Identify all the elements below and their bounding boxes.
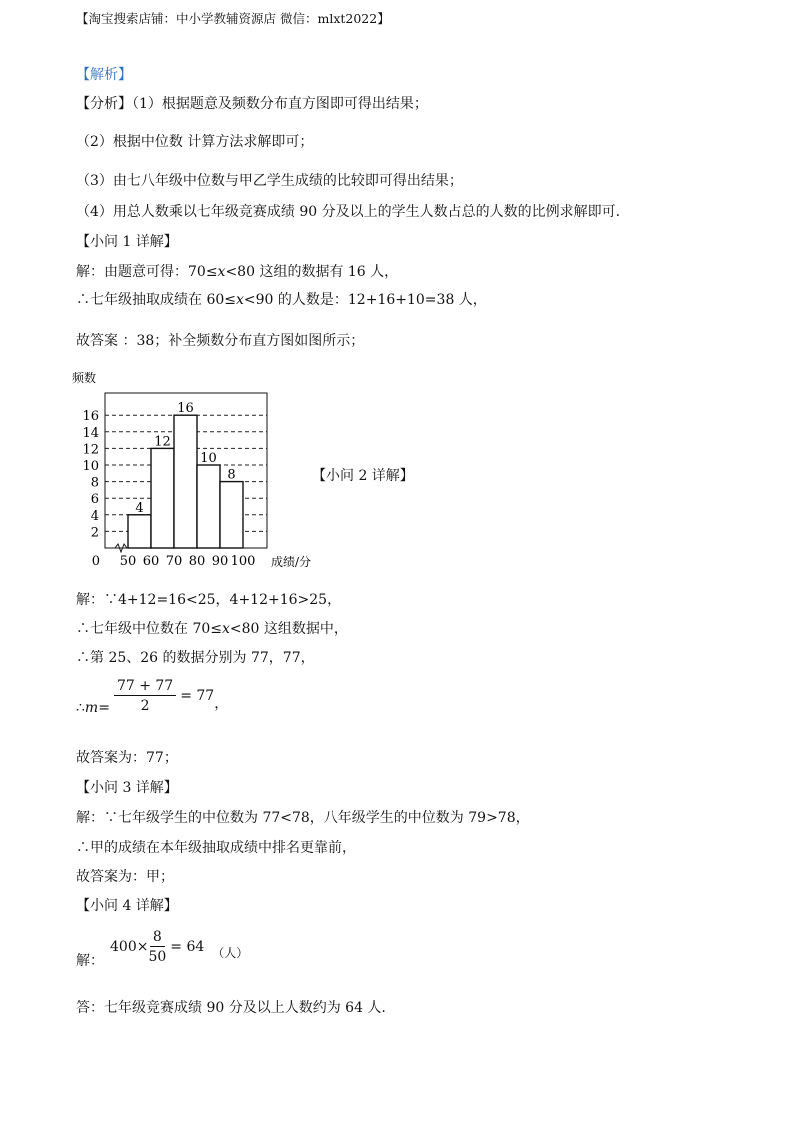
- bar-value-label-1: 12: [154, 434, 171, 450]
- analysis-point-4: （4）用总人数乘以七年级竞赛成绩 90 分及以上的学生人数占总的人数的比例求解即可.: [76, 204, 621, 220]
- bar-value-label-2: 16: [177, 401, 194, 417]
- q4-label: 解：: [76, 953, 104, 969]
- q4-formula: [76, 924, 248, 970]
- analysis-heading: 【解析】: [76, 67, 132, 83]
- x-tick-label-80: 80: [188, 554, 206, 569]
- y-tick-label-4: 4: [90, 508, 99, 524]
- median-var: m: [84, 700, 99, 716]
- bar-value-label-4: 8: [227, 467, 236, 483]
- q2-median-formula: [76, 676, 228, 716]
- q3-answer: 故答案为：甲；: [76, 869, 174, 885]
- q4-fraction-numerator: 8: [150, 929, 165, 947]
- x-axis-label: 成绩/分: [271, 555, 312, 569]
- bar-50-60: [128, 515, 151, 548]
- q4-unit: （人）: [212, 945, 249, 960]
- q2-answer: 故答案为：77；: [76, 750, 178, 766]
- analysis-point-2: （2）根据中位数 计算方法求解即可；: [76, 134, 314, 150]
- q4-fraction: [148, 929, 166, 965]
- analysis-point-3: （3）由七八年级中位数与甲乙学生成绩的比较即可得出结果；: [76, 173, 463, 189]
- bar-70-80: [174, 415, 197, 548]
- q2-line-2: [76, 620, 348, 638]
- bar-value-label-0: 4: [135, 500, 144, 516]
- q2-line-1: 解：∵4+12=16<25，4+12+16>25，: [76, 592, 342, 608]
- q1-line-1-a: 解：由题意可得：70≤: [76, 264, 218, 280]
- q1-line-2: [76, 291, 487, 309]
- q3-line-1: 解：∵七年级学生的中位数为 77<78，八年级学生的中位数为 79>78，: [76, 810, 530, 826]
- bar-80-90: [197, 465, 220, 548]
- y-tick-label-12: 12: [82, 442, 99, 458]
- q2-line-2-b: <80 这组数据中，: [229, 621, 348, 637]
- q2-line-3: ∴第 25、26 的数据分别为 77，77，: [76, 650, 315, 666]
- q4-expr-result: = 64: [170, 939, 205, 955]
- x-tick-label-60: 60: [142, 554, 160, 569]
- y-tick-label-14: 14: [82, 425, 99, 441]
- analysis-label: 【分析】: [76, 96, 132, 112]
- y-axis-label: 频数: [72, 371, 97, 385]
- x-tick-label-100: 100: [230, 554, 256, 569]
- q1-line-2-var: x: [236, 292, 244, 308]
- x-tick-label-90: 90: [211, 554, 229, 569]
- q2-line-2-var: x: [222, 621, 230, 637]
- y-tick-label-16: 16: [82, 409, 99, 425]
- q2-line-2-a: ∴七年级中位数在 70≤: [76, 621, 222, 637]
- q4-expr-prefix: 400×: [110, 939, 149, 955]
- q1-heading: 【小问 1 详解】: [76, 234, 178, 250]
- therefore-symbol: ∴: [76, 700, 85, 716]
- bar-90-100: [220, 482, 243, 548]
- median-fraction-denominator: 2: [140, 698, 150, 714]
- q1-line-2-a: ∴七年级抽取成绩在 60≤: [76, 292, 236, 308]
- q1-line-1: [76, 263, 398, 281]
- q1-line-3: 故答案 ：38；补全频数分布直方图如图所示；: [76, 333, 365, 349]
- bar-60-70: [151, 448, 174, 548]
- q1-line-2-b: <90 的人数是：12+16+10=38 人，: [243, 292, 487, 308]
- y-tick-label-2: 2: [90, 525, 99, 541]
- bar-value-label-3: 10: [200, 451, 217, 466]
- analysis-line-1: [76, 95, 428, 113]
- q1-line-1-var: x: [217, 264, 226, 280]
- x-tick-label-70: 70: [165, 554, 183, 569]
- q2-heading: 【小问 2 详解】: [312, 468, 414, 484]
- page-header: 【淘宝搜索店铺：中小学教辅资源店 微信：mlxt2022】: [76, 11, 390, 26]
- q4-answer: 答：七年级竞赛成绩 90 分及以上人数约为 64 人.: [76, 1000, 386, 1016]
- y-tick-label-10: 10: [82, 459, 99, 474]
- q3-heading: 【小问 3 详解】: [76, 780, 178, 796]
- y-tick-label-6: 6: [90, 492, 99, 508]
- x-tick-label-50: 50: [119, 554, 137, 569]
- analysis-point-1: （1）根据题意及频数分布直方图即可得出结果；: [132, 96, 428, 112]
- q4-fraction-denominator: 50: [148, 949, 167, 965]
- q1-line-1-b: <80 这组的数据有 16 人，: [225, 264, 399, 280]
- median-suffix: ，: [214, 696, 229, 712]
- y-tick-label-8: 8: [90, 475, 99, 491]
- median-fraction: [114, 678, 176, 714]
- frequency-histogram: [70, 368, 320, 573]
- median-result: = 77: [180, 688, 215, 704]
- q3-line-2: ∴甲的成绩在本年级抽取成绩中排名更靠前，: [76, 840, 356, 856]
- median-fraction-numerator: 77 + 77: [114, 678, 176, 696]
- median-equals: =: [98, 700, 110, 716]
- q4-heading: 【小问 4 详解】: [76, 898, 178, 914]
- origin-label: 0: [91, 554, 100, 569]
